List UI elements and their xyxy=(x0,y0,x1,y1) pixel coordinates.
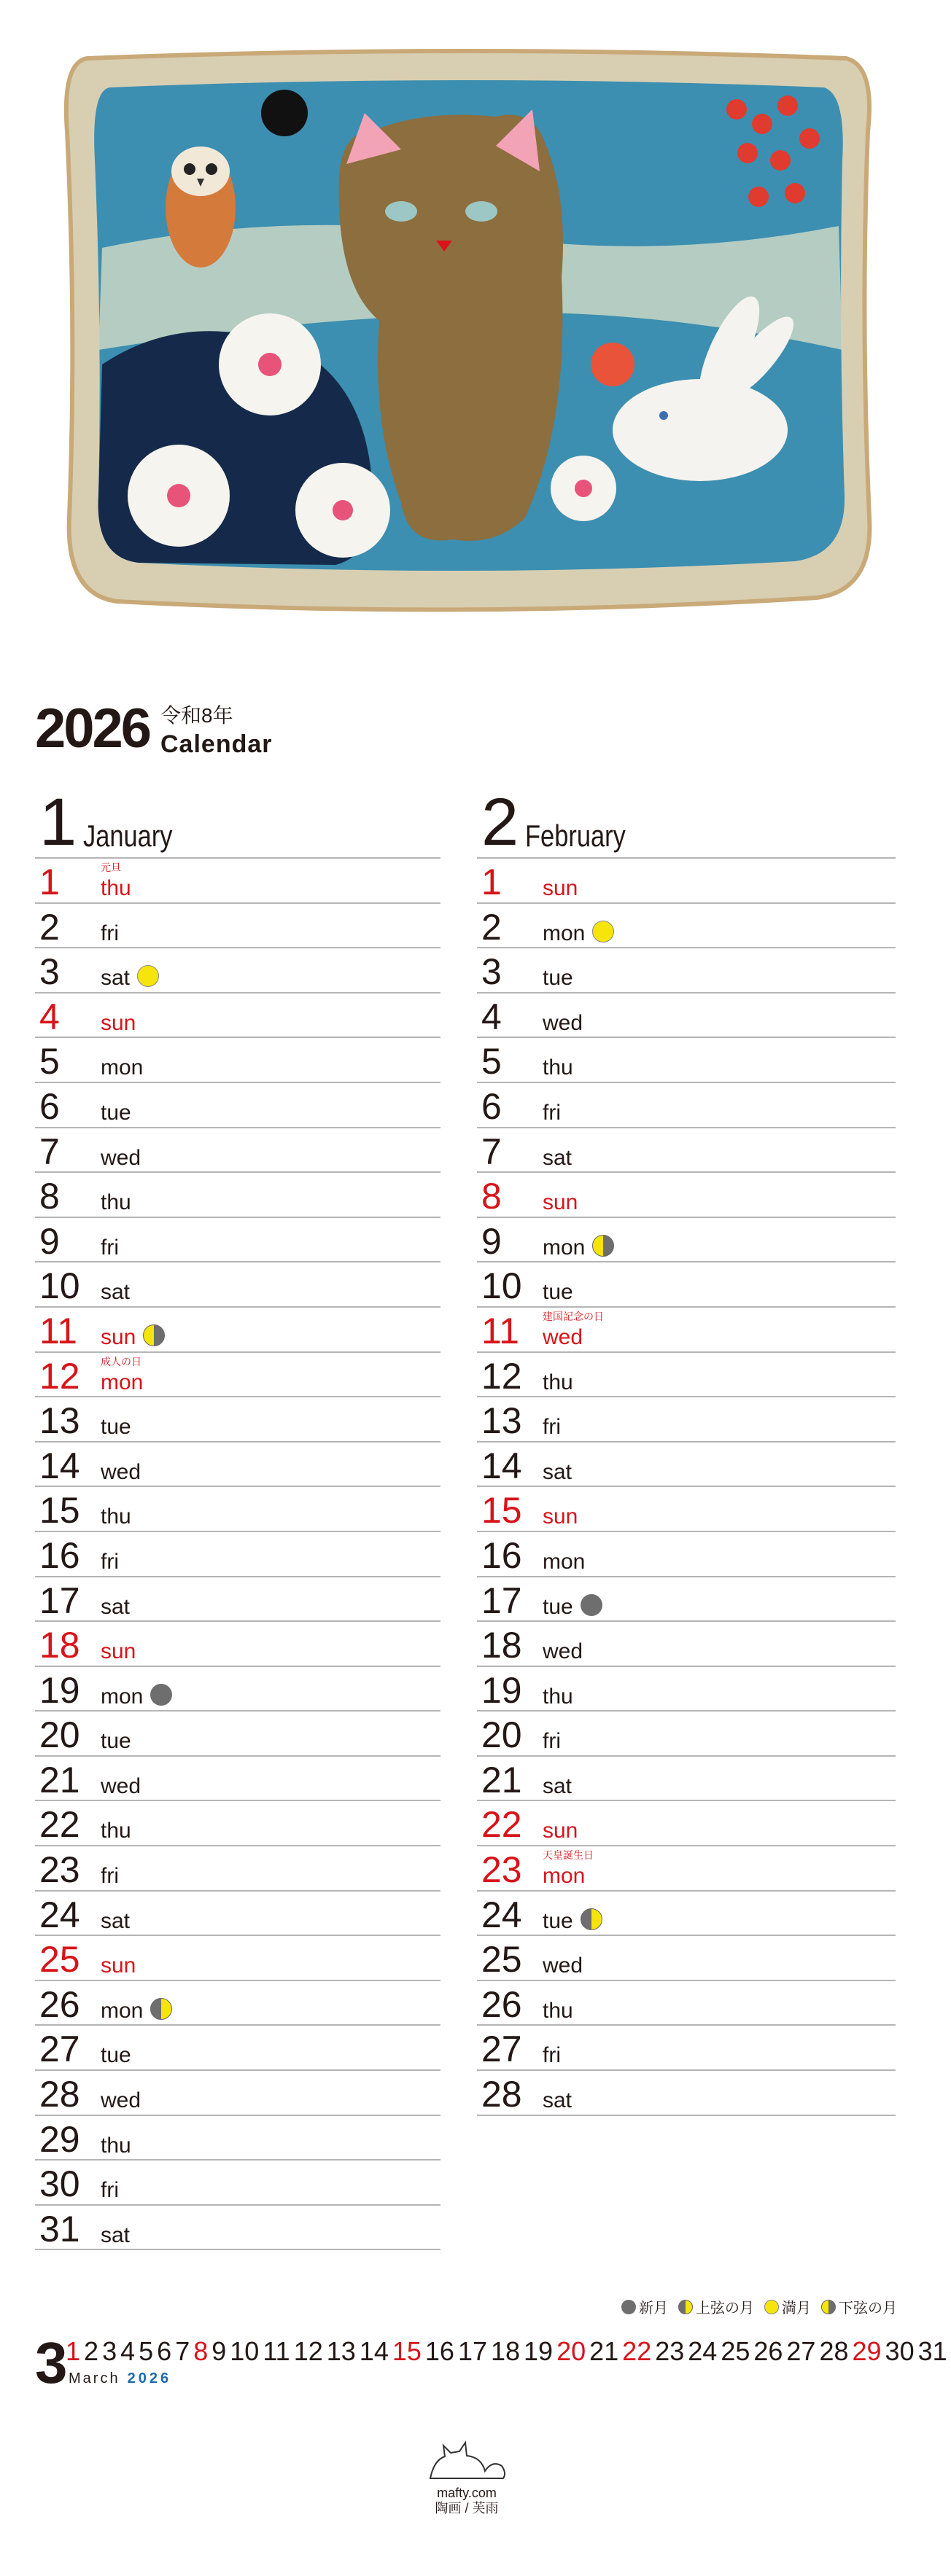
day-row xyxy=(477,1712,896,1757)
day-number: 19 xyxy=(39,1669,80,1711)
day-number: 8 xyxy=(481,1176,502,1217)
weekday: tue xyxy=(543,1594,573,1619)
day-number: 25 xyxy=(481,1939,522,1980)
day-row xyxy=(477,2026,896,2071)
day-row xyxy=(35,2206,440,2251)
day-row xyxy=(35,1532,440,1577)
day-number: 18 xyxy=(39,1625,80,1666)
next-month-day: 26 xyxy=(753,2336,783,2366)
tile-artwork xyxy=(58,44,875,612)
day-row xyxy=(35,2026,440,2071)
day-row xyxy=(35,1443,440,1488)
day-number: 28 xyxy=(481,2074,522,2115)
day-row xyxy=(477,1757,896,1802)
weekday: tue xyxy=(543,1280,573,1305)
day-number: 6 xyxy=(39,1085,60,1127)
moon-new-icon xyxy=(621,2300,636,2314)
moon-last-icon xyxy=(143,1324,165,1346)
day-number: 2 xyxy=(39,906,60,948)
next-month-day: 9 xyxy=(211,2336,227,2366)
day-row xyxy=(35,1308,440,1353)
weekday: sun xyxy=(543,1819,578,1843)
day-row xyxy=(477,1173,896,1218)
day-row xyxy=(35,1846,440,1892)
weekday: sun xyxy=(543,1190,578,1215)
weekday: thu xyxy=(543,1684,573,1709)
next-month-day: 23 xyxy=(655,2336,685,2366)
day-row xyxy=(477,1577,896,1623)
day-number: 23 xyxy=(39,1849,80,1891)
moon-full-icon xyxy=(764,2300,779,2314)
weekday: mon xyxy=(101,1370,144,1394)
next-month-day: 11 xyxy=(263,2336,290,2366)
day-number: 15 xyxy=(39,1490,80,1531)
weekday: thu xyxy=(101,1190,131,1215)
month-column-february xyxy=(477,787,896,2116)
day-number: 20 xyxy=(481,1714,522,1756)
day-row xyxy=(477,994,896,1039)
weekday: wed xyxy=(543,1010,583,1035)
weekday: tue xyxy=(101,1729,131,1754)
day-row xyxy=(35,1801,440,1846)
day-number: 1 xyxy=(481,862,502,902)
day-number: 1 xyxy=(39,862,60,902)
day-row xyxy=(35,2071,440,2116)
day-row xyxy=(477,1532,896,1577)
weekday: fri xyxy=(543,1729,561,1754)
day-number: 14 xyxy=(481,1445,522,1486)
sun-disc xyxy=(591,343,634,386)
weekday: wed xyxy=(543,1639,583,1664)
next-month-day: 18 xyxy=(490,2336,521,2366)
day-number: 3 xyxy=(481,951,502,993)
legend-label: 上弦の月 xyxy=(696,2300,754,2317)
legend-item xyxy=(678,2296,754,2317)
weekday: fri xyxy=(101,1235,119,1260)
weekday: mon xyxy=(101,1998,144,2023)
day-number: 3 xyxy=(39,951,60,993)
next-month-year: 2026 xyxy=(127,2370,172,2386)
day-number: 11 xyxy=(39,1310,77,1351)
next-month-day: 13 xyxy=(326,2336,356,2366)
weekday: tue xyxy=(543,966,573,991)
moon-last-icon xyxy=(821,2300,836,2314)
day-number: 21 xyxy=(481,1759,522,1800)
next-month-day: 20 xyxy=(556,2336,586,2366)
next-month-day: 31 xyxy=(917,2336,947,2366)
day-row xyxy=(477,1622,896,1667)
legend-item xyxy=(621,2296,668,2317)
weekday: sat xyxy=(101,1594,131,1619)
next-month-day: 4 xyxy=(120,2336,136,2366)
day-row xyxy=(35,1218,440,1263)
day-number: 4 xyxy=(39,996,60,1037)
day-row xyxy=(477,1801,896,1846)
moon-first-icon xyxy=(581,1908,602,1930)
day-number: 9 xyxy=(39,1220,60,1262)
day-number: 12 xyxy=(481,1355,522,1397)
weekday: tue xyxy=(101,1415,131,1440)
next-month-day: 3 xyxy=(102,2336,117,2366)
month-column-january xyxy=(35,787,440,2250)
moon-new-icon xyxy=(150,1684,172,1706)
next-month-day: 16 xyxy=(424,2336,454,2366)
day-row xyxy=(477,1846,896,1892)
day-row xyxy=(35,1397,440,1443)
day-number: 24 xyxy=(481,1894,522,1935)
day-number: 2 xyxy=(481,906,502,948)
day-number: 11 xyxy=(481,1310,519,1351)
holiday-label: 成人の日 xyxy=(101,1355,141,1367)
day-number: 27 xyxy=(481,2029,522,2070)
weekday: sat xyxy=(543,2088,572,2113)
next-month-days xyxy=(66,2337,951,2366)
weekday: fri xyxy=(101,1549,119,1574)
weekday: thu xyxy=(543,1998,573,2023)
day-number: 27 xyxy=(39,2029,80,2070)
day-row xyxy=(477,1262,896,1308)
weekday: mon xyxy=(543,1864,586,1889)
day-row xyxy=(35,1038,440,1083)
day-number: 6 xyxy=(481,1085,502,1127)
day-number: 24 xyxy=(39,1894,80,1935)
day-number: 13 xyxy=(481,1400,522,1442)
weekday: sun xyxy=(543,876,578,900)
weekday: thu xyxy=(543,1370,573,1394)
moon-last-icon xyxy=(592,1235,614,1257)
day-row xyxy=(477,1397,896,1443)
day-row xyxy=(35,1353,440,1398)
day-number: 7 xyxy=(39,1131,60,1172)
moon-first-icon xyxy=(150,1998,172,2020)
next-month-day: 1 xyxy=(66,2336,81,2366)
day-number: 30 xyxy=(39,2163,80,2205)
next-month-day: 29 xyxy=(852,2336,882,2366)
legend-label: 新月 xyxy=(639,2300,668,2317)
next-month-name: March xyxy=(69,2370,120,2386)
legend-label: 満月 xyxy=(782,2300,811,2317)
weekday: wed xyxy=(101,1459,141,1484)
weekday: sat xyxy=(101,1280,131,1305)
day-number: 17 xyxy=(39,1580,80,1621)
next-month-day: 17 xyxy=(457,2336,487,2366)
weekday: sat xyxy=(543,1459,572,1484)
next-month-day: 22 xyxy=(622,2336,652,2366)
day-number: 23 xyxy=(481,1849,522,1891)
next-month-day: 12 xyxy=(293,2336,323,2366)
day-row xyxy=(477,1218,896,1263)
day-number: 10 xyxy=(39,1265,80,1307)
weekday: sat xyxy=(101,2222,131,2247)
title-era: 令和8年 xyxy=(160,704,233,727)
weekday: fri xyxy=(101,1864,119,1889)
weekday: sat xyxy=(543,1145,572,1170)
next-month-day: 10 xyxy=(230,2336,260,2366)
weekday: tue xyxy=(101,2043,131,2068)
weekday: wed xyxy=(101,1145,141,1170)
holiday-label: 天皇誕生日 xyxy=(543,1849,594,1862)
footer-credit: 陶画 / 芙雨 xyxy=(435,2501,499,2515)
day-row xyxy=(477,1443,896,1488)
day-row xyxy=(35,1083,440,1128)
cats-logo-icon xyxy=(423,2431,511,2482)
weekday: sat xyxy=(543,1773,572,1798)
day-row xyxy=(477,1083,896,1128)
day-number: 5 xyxy=(39,1041,60,1082)
day-row xyxy=(477,1936,896,1981)
day-row xyxy=(35,1712,440,1757)
next-month-day: 28 xyxy=(819,2336,849,2366)
day-number: 13 xyxy=(39,1400,80,1442)
day-row xyxy=(35,1981,440,2026)
day-row xyxy=(477,1128,896,1174)
day-row xyxy=(35,2116,440,2161)
weekday: sun xyxy=(101,1954,136,1978)
day-row xyxy=(35,1173,440,1218)
legend-label: 下弦の月 xyxy=(839,2300,897,2317)
day-number: 5 xyxy=(481,1041,502,1082)
weekday: fri xyxy=(101,921,119,945)
weekday: sat xyxy=(101,1908,131,1933)
day-number: 14 xyxy=(39,1445,80,1486)
weekday: sun xyxy=(101,1010,136,1035)
month-name: February xyxy=(525,819,626,853)
next-month-day: 24 xyxy=(688,2336,718,2366)
moon-new-icon xyxy=(581,1594,602,1616)
next-month-day: 2 xyxy=(84,2336,99,2366)
moon-full-icon xyxy=(137,965,159,987)
weekday: sun xyxy=(101,1324,136,1349)
next-month-day: 27 xyxy=(786,2336,816,2366)
weekday: fri xyxy=(543,2043,561,2068)
weekday: mon xyxy=(101,1684,144,1709)
legend-item xyxy=(764,2296,811,2317)
next-month-number: 3 xyxy=(35,2330,68,2395)
next-month-day: 25 xyxy=(721,2336,750,2366)
weekday: tue xyxy=(101,1100,131,1125)
legend-item xyxy=(821,2296,897,2317)
day-number: 22 xyxy=(481,1804,522,1846)
next-month-day: 14 xyxy=(359,2336,389,2366)
moon-full-icon xyxy=(592,921,614,942)
day-row xyxy=(35,1128,440,1174)
day-row xyxy=(35,994,440,1039)
day-row xyxy=(477,2071,896,2116)
month-header xyxy=(35,787,440,859)
day-number: 4 xyxy=(481,996,502,1037)
day-row xyxy=(477,1038,896,1083)
day-number: 19 xyxy=(481,1669,522,1711)
day-row xyxy=(477,1308,896,1353)
weekday: mon xyxy=(543,921,586,945)
day-row xyxy=(35,1757,440,1802)
weekday: wed xyxy=(543,1954,583,1978)
day-row xyxy=(35,904,440,949)
day-number: 20 xyxy=(39,1714,80,1756)
day-number: 18 xyxy=(481,1625,522,1666)
weekday: sun xyxy=(101,1639,136,1664)
day-number: 16 xyxy=(481,1534,522,1576)
next-month-day: 7 xyxy=(175,2336,190,2366)
weekday: wed xyxy=(101,1773,141,1798)
day-row xyxy=(35,1262,440,1308)
day-number: 31 xyxy=(39,2208,80,2249)
day-number: 17 xyxy=(481,1580,522,1621)
next-month-day: 30 xyxy=(885,2336,915,2366)
day-number: 21 xyxy=(39,1759,80,1800)
weekday: mon xyxy=(101,1055,144,1080)
next-month-strip xyxy=(35,2330,947,2395)
day-row xyxy=(35,1622,440,1667)
day-row xyxy=(477,948,896,994)
day-number: 15 xyxy=(481,1490,522,1531)
weekday: fri xyxy=(101,2178,119,2203)
day-row xyxy=(477,859,896,904)
moon-disc xyxy=(261,90,308,136)
weekday: mon xyxy=(543,1549,586,1574)
day-row xyxy=(477,1667,896,1712)
day-number: 8 xyxy=(39,1176,60,1217)
day-number: 22 xyxy=(39,1804,80,1846)
day-row xyxy=(35,948,440,994)
day-row xyxy=(477,1353,896,1398)
day-row xyxy=(35,1487,440,1532)
weekday: thu xyxy=(101,1819,131,1843)
holiday-label: 建国記念の日 xyxy=(543,1310,604,1322)
day-row xyxy=(35,2161,440,2206)
day-row xyxy=(35,1667,440,1712)
day-number: 9 xyxy=(481,1220,502,1262)
weekday: tue xyxy=(543,1908,573,1933)
day-row xyxy=(477,1892,896,1937)
title-label: Calendar xyxy=(160,730,273,758)
day-number: 16 xyxy=(39,1534,80,1576)
next-month-day: 21 xyxy=(589,2336,619,2366)
day-number: 7 xyxy=(481,1131,502,1172)
day-row xyxy=(477,1981,896,2026)
day-row xyxy=(35,1892,440,1937)
weekday: thu xyxy=(101,2133,131,2158)
day-number: 29 xyxy=(39,2118,80,2160)
next-month-day: 6 xyxy=(157,2336,172,2366)
next-month-day: 8 xyxy=(193,2336,209,2366)
weekday: fri xyxy=(543,1100,561,1125)
moon-first-icon xyxy=(678,2300,693,2314)
day-number: 26 xyxy=(481,1983,522,2025)
title-year: 2026 xyxy=(35,698,150,760)
weekday: thu xyxy=(101,1504,131,1529)
day-row xyxy=(35,1936,440,1981)
day-row xyxy=(35,1577,440,1623)
day-row xyxy=(477,1487,896,1532)
weekday: mon xyxy=(543,1235,586,1260)
day-number: 26 xyxy=(39,1983,80,2025)
day-number: 12 xyxy=(39,1355,80,1397)
weekday: thu xyxy=(543,1055,573,1080)
weekday: fri xyxy=(543,1415,561,1440)
weekday: wed xyxy=(543,1324,583,1349)
moon-phase-legend xyxy=(621,2296,897,2317)
day-number: 28 xyxy=(39,2074,80,2115)
next-month-day: 15 xyxy=(392,2336,422,2366)
month-name: January xyxy=(83,819,173,853)
day-number: 25 xyxy=(39,1939,80,1980)
next-month-day: 19 xyxy=(524,2336,554,2366)
owl xyxy=(166,147,236,268)
month-number: 1 xyxy=(39,785,77,859)
month-header xyxy=(477,787,896,859)
next-month-day: 5 xyxy=(139,2336,154,2366)
holiday-label: 元旦 xyxy=(101,862,121,873)
weekday: thu xyxy=(101,876,131,900)
day-row xyxy=(477,904,896,949)
month-number: 2 xyxy=(481,785,519,859)
weekday: sun xyxy=(543,1504,578,1529)
footer-url: mafty.com xyxy=(437,2486,497,2500)
day-number: 10 xyxy=(481,1265,522,1307)
weekday: wed xyxy=(101,2088,141,2113)
weekday: sat xyxy=(101,966,131,991)
footer xyxy=(408,2431,525,2516)
day-row xyxy=(35,859,440,904)
next-month-label xyxy=(69,2370,171,2387)
